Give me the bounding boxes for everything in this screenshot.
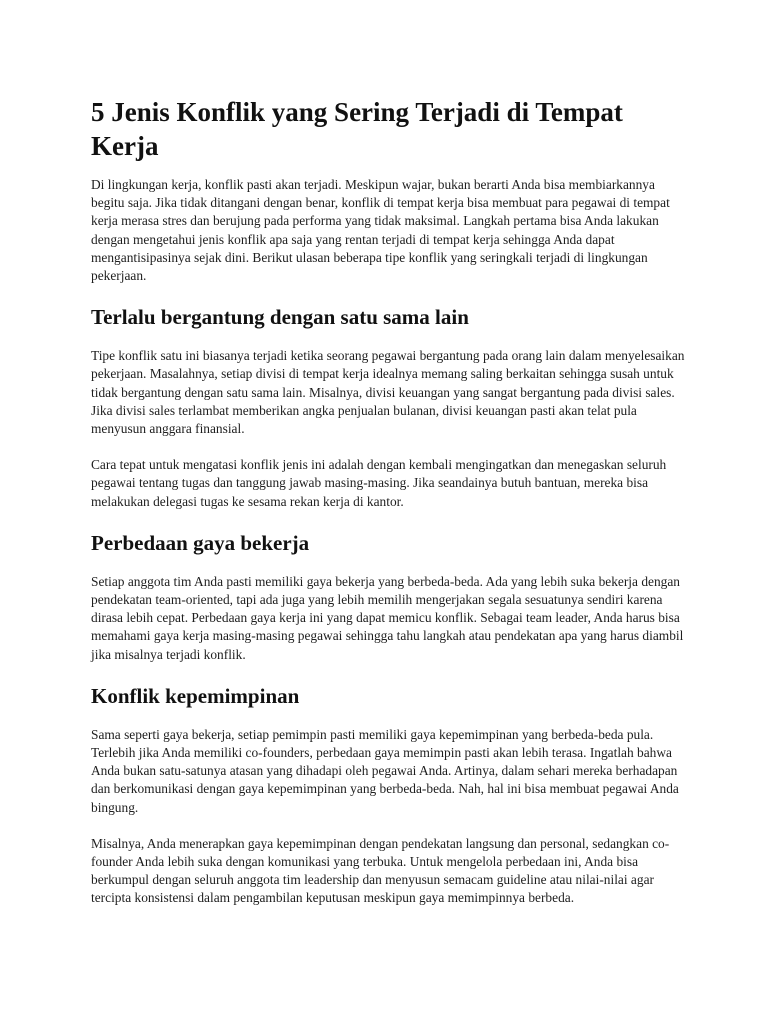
section-paragraph: Setiap anggota tim Anda pasti memiliki gaya bekerja yang berbeda-beda. Ada yang lebih suka bekerja dengan pendekatan team-oriented, tapi ada juga yang lebih memilih mengerjakan segala sesuatunya sendiri karena dirasa lebih cepat. Perbedaan gaya kerja ini yang dapat memicu konflik. Sebagai team leader, Anda harus bisa memahami gaya kerja masing-masing pegawai sehingga tahu langkah atau pendekatan apa yang harus diambil jika misalnya terjadi konflik. xyxy=(91,573,684,662)
section-heading-work-style: Perbedaan gaya bekerja xyxy=(91,530,310,555)
section-heading-leadership: Konflik kepemimpinan xyxy=(91,683,300,708)
article-title: 5 Jenis Konflik yang Sering Terjadi di Tempat Kerja xyxy=(91,97,623,161)
section-heading-dependency: Terlalu bergantung dengan satu sama lain xyxy=(91,305,469,330)
section-paragraph: Sama seperti gaya bekerja, setiap pemimpin pasti memiliki gaya kepemimpinan yang berbeda-beda pula. Terlebih jika Anda memiliki co-founders, perbedaan gaya memimpin pasti akan lebih terasa. Ingatlah bahwa Anda bukan satu-satunya atasan yang dihadapi oleh pegawai Anda. Artinya, dalam sehari mereka berhadapan dan berkomunikasi dengan gaya kepemimpinan yang berbeda-beda. Nah, hal ini bisa membuat pegawai Anda bingung. xyxy=(91,726,679,815)
document-page xyxy=(91,95,685,926)
section-paragraph: Tipe konflik satu ini biasanya terjadi ketika seorang pegawai bergantung pada orang lain dalam menyelesaikan pekerjaan. Masalahnya, setiap divisi di tempat kerja idealnya memang saling berkaitan sehingga susah untuk tidak bergantung dengan satu sama lain. Misalnya, divisi keuangan yang sangat bergantung pada divisi sales. Jika divisi sales terlambat memberikan angka penjualan bulanan, divisi keuangan pasti akan telat pula menyusun anggara finansial. xyxy=(91,348,685,437)
section-paragraph: Cara tepat untuk mengatasi konflik jenis ini adalah dengan kembali mengingatkan dan menegaskan seluruh pegawai tentang tugas dan tanggung jawab masing-masing. Jika seandainya butuh bantuan, mereka bisa melakukan delegasi tugas ke sesama rekan kerja di kantor. xyxy=(91,457,667,509)
section-paragraph: Misalnya, Anda menerapkan gaya kepemimpinan dengan pendekatan langsung dan personal, sedangkan co-founder Anda lebih suka dengan komunikasi yang terbuka. Untuk mengelola perbedaan ini, Anda bisa berkumpul dengan seluruh anggota tim leadership dan menyusun semacam guideline atau nilai-nilai agar tercipta konsistensi dalam pengambilan keputusan meskipun gaya memimpinnya berbeda. xyxy=(91,835,670,906)
intro-paragraph: Di lingkungan kerja, konflik pasti akan terjadi. Meskipun wajar, bukan berarti Anda bisa membiarkannya begitu saja. Jika tidak ditangani dengan benar, konflik di tempat kerja bisa membuat para pegawai di tempat kerja merasa stres dan berujung pada performa yang tidak maksimal. Langkah pertama bisa Anda lakukan dengan mengetahui jenis konflik apa saja yang rentan terjadi di tempat kerja sehingga Anda dapat mengantisipasinya sejak dini. Berikut ulasan beberapa tipe konflik yang seringkali terjadi di lingkungan pekerjaan. xyxy=(91,177,670,284)
